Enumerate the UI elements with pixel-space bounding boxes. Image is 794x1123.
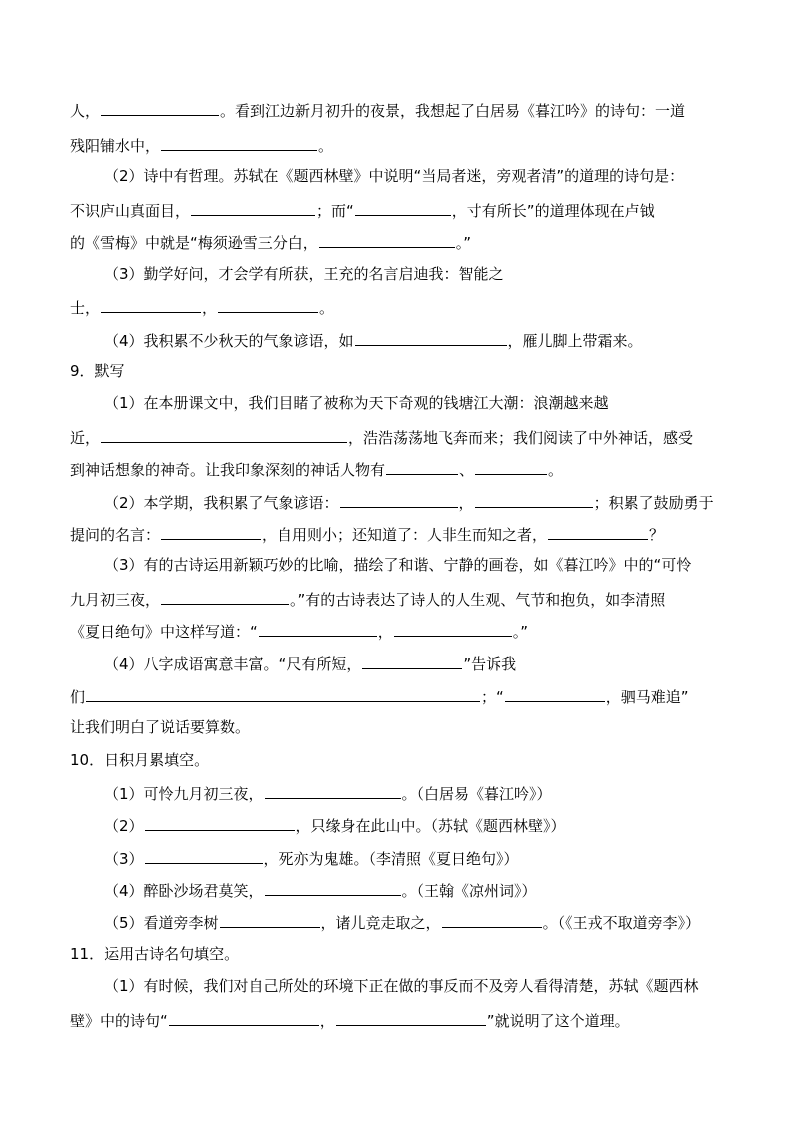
- answer-blank[interactable]: [259, 621, 377, 637]
- answer-blank[interactable]: [340, 492, 458, 508]
- answer-blank[interactable]: [386, 459, 458, 475]
- line-text: 。”: [455, 234, 472, 252]
- answer-blank[interactable]: [169, 1010, 319, 1026]
- line-text: ；积累了鼓励勇于: [593, 494, 714, 512]
- line-text: 。”: [512, 623, 529, 641]
- text-line: [70, 751, 209, 769]
- text-line: [104, 265, 504, 283]
- line-text: 到神话想象的神奇。让我印象深刻的神话人物有: [70, 461, 386, 479]
- line-text: ”就说明了这个道理。: [486, 1012, 630, 1030]
- answer-blank[interactable]: [145, 815, 295, 831]
- answer-blank[interactable]: [548, 524, 648, 540]
- text-line: [104, 394, 609, 412]
- line-text: 。（《王戎不取道旁李》）: [542, 914, 701, 932]
- line-text: 让我们明白了说话要算数。: [70, 718, 251, 736]
- line-text: 人，: [70, 102, 101, 120]
- text-line: [70, 589, 665, 607]
- line-text: ，雁儿脚上带霜来。: [507, 332, 643, 350]
- answer-blank[interactable]: [355, 200, 451, 216]
- line-text: ；“: [481, 688, 504, 706]
- text-line: [70, 297, 334, 315]
- answer-blank[interactable]: [355, 330, 507, 346]
- line-text: 。: [548, 461, 564, 479]
- line-text: 不识庐山真面目，: [70, 202, 191, 220]
- answer-blank[interactable]: [336, 1010, 486, 1026]
- line-text: 10．日积月累填空。: [70, 751, 210, 769]
- text-line: [70, 362, 125, 380]
- line-text: ？: [649, 526, 665, 544]
- line-text: 。: [318, 137, 334, 155]
- line-text: 九月初三夜，: [70, 591, 161, 609]
- text-line: [104, 880, 537, 898]
- line-text: 11．运用古诗名句填空。: [70, 945, 240, 963]
- answer-blank[interactable]: [145, 848, 263, 864]
- answer-blank[interactable]: [362, 653, 462, 669]
- text-line: [70, 135, 333, 153]
- answer-blank[interactable]: [161, 524, 261, 540]
- text-line: [70, 524, 664, 542]
- line-text: ”告诉我: [463, 655, 517, 673]
- line-text: 。（白居易《暮江吟》）: [401, 785, 552, 803]
- line-text: （1）可怜九月初三夜，: [104, 785, 264, 803]
- line-text: ，寸有所长”的道理体现在卢钺: [451, 202, 655, 220]
- answer-blank[interactable]: [265, 880, 401, 896]
- text-line: [70, 200, 655, 218]
- answer-blank[interactable]: [161, 135, 317, 151]
- text-line: [70, 100, 685, 118]
- line-text: ，: [458, 494, 474, 512]
- line-text: 近，: [70, 429, 101, 447]
- line-text: 提问的名言：: [70, 526, 161, 544]
- line-text: 们: [70, 688, 86, 706]
- line-text: （1）在本册课文中，我们目睹了被称为天下奇观的钱塘江大潮：浪潮越来越: [104, 394, 609, 412]
- line-text: ，死亦为鬼雄。（李清照《夏日绝句》）: [263, 850, 519, 868]
- text-line: [70, 945, 239, 963]
- line-text: （5）看道旁李树: [104, 914, 219, 932]
- text-line: [104, 912, 700, 930]
- line-text: （3）勤学好问，才会学有所获，王充的名言启迪我：智能之: [104, 265, 504, 283]
- line-text: （3）有的古诗运用新颖巧妙的比喻，描绘了和谐、宁静的画卷，如《暮江吟》中的“可怜: [104, 556, 692, 574]
- line-text: （2）: [104, 817, 144, 835]
- text-line: [104, 556, 691, 574]
- text-line: [104, 330, 643, 348]
- line-text: 壁》中的诗句“: [70, 1012, 168, 1030]
- line-text: 。（王翰《凉州词》）: [401, 882, 537, 900]
- line-text: ，: [202, 299, 218, 317]
- line-text: （2）诗中有哲理。苏轼在《题西林壁》中说明“当局者迷，旁观者清”的道理的诗句是：: [104, 167, 685, 185]
- line-text: （3）: [104, 850, 144, 868]
- text-line: [70, 459, 563, 477]
- answer-blank[interactable]: [161, 589, 289, 605]
- text-line: [104, 783, 552, 801]
- text-line: [104, 653, 516, 671]
- text-line: [70, 686, 689, 704]
- text-line: [70, 718, 250, 736]
- answer-blank[interactable]: [505, 686, 605, 702]
- text-line: [70, 1010, 630, 1028]
- line-text: ，: [319, 1012, 335, 1030]
- line-text: ，浩浩荡荡地飞奔而来；我们阅读了中外神话，感受: [348, 429, 694, 447]
- line-text: 《夏日绝句》中这样写道：“: [70, 623, 258, 641]
- line-text: （2）本学期，我积累了气象谚语：: [104, 494, 339, 512]
- line-text: 9．默写: [70, 362, 125, 380]
- line-text: （4）醉卧沙场君莫笑，: [104, 882, 264, 900]
- line-text: （4）我积累不少秋天的气象谚语，如: [104, 332, 354, 350]
- answer-blank[interactable]: [101, 100, 219, 116]
- answer-blank[interactable]: [191, 200, 315, 216]
- text-line: [70, 232, 471, 250]
- text-line: [70, 427, 693, 445]
- answer-blank[interactable]: [101, 427, 347, 443]
- line-text: ，只缘身在此山中。（苏轼《题西林壁》）: [295, 817, 566, 835]
- answer-blank[interactable]: [220, 912, 320, 928]
- answer-blank[interactable]: [319, 232, 455, 248]
- line-text: 的《雪梅》中就是“梅须逊雪三分白，: [70, 234, 318, 252]
- text-line: [104, 848, 519, 866]
- answer-blank[interactable]: [218, 297, 318, 313]
- line-text: （1）有时候，我们对自己所处的环境下正在做的事反而不及旁人看得清楚，苏轼《题西林: [104, 977, 699, 995]
- text-line: [104, 815, 566, 833]
- answer-blank[interactable]: [86, 686, 480, 702]
- line-text: ，诸儿竞走取之，: [320, 914, 441, 932]
- line-text: 。”有的古诗表达了诗人的人生观、气节和抱负，如李清照: [290, 591, 666, 609]
- line-text: 。看到江边新月初升的夜景，我想起了白居易《暮江吟》的诗句：一道: [220, 102, 686, 120]
- answer-blank[interactable]: [475, 459, 547, 475]
- line-text: 士，: [70, 299, 101, 317]
- line-text: 、: [459, 461, 475, 479]
- text-line: [70, 621, 528, 639]
- answer-blank[interactable]: [101, 297, 201, 313]
- answer-blank[interactable]: [265, 783, 401, 799]
- line-text: 。: [319, 299, 335, 317]
- line-text: ；而“: [316, 202, 354, 220]
- answer-blank[interactable]: [394, 621, 512, 637]
- text-line: [104, 492, 714, 510]
- line-text: ，自用则小；还知道了：人非生而知之者，: [262, 526, 548, 544]
- text-line: [104, 167, 684, 185]
- text-line: [104, 977, 699, 995]
- line-text: ，: [377, 623, 393, 641]
- answer-blank[interactable]: [442, 912, 542, 928]
- line-text: ，驷马难追”: [605, 688, 689, 706]
- line-text: 残阳铺水中，: [70, 137, 161, 155]
- line-text: （4）八字成语寓意丰富。“尺有所短，: [104, 655, 362, 673]
- answer-blank[interactable]: [475, 492, 593, 508]
